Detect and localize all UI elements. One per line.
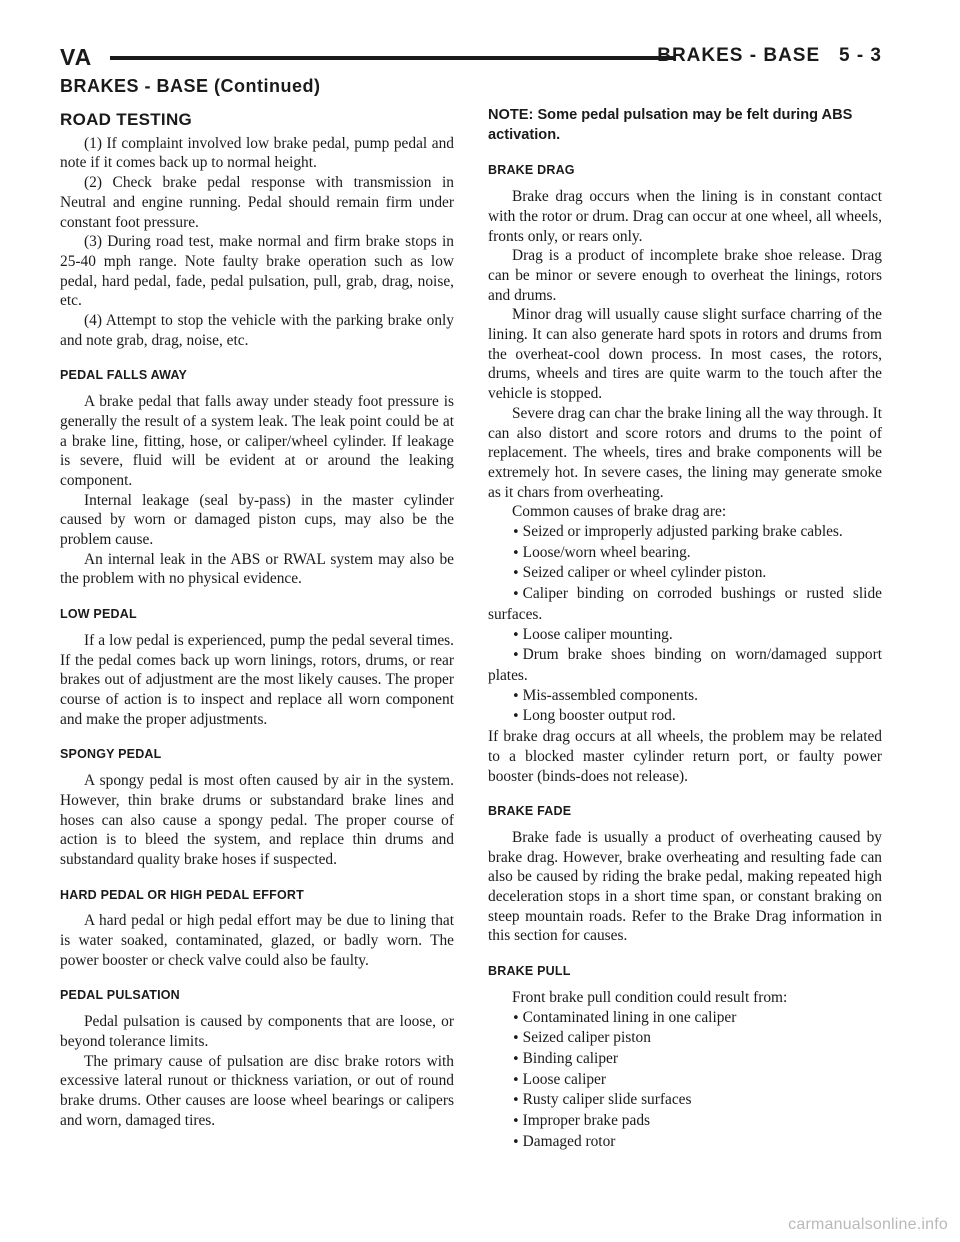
subheading-pedal-falls-away: PEDAL FALLS AWAY bbox=[60, 368, 188, 383]
paragraph: A hard pedal or high pedal effort may be due to lining that is water soaked, contaminated, glazed, or badly worn. The power booster or check valve could also be faulty. bbox=[60, 912, 454, 969]
list-item: • Caliper binding on corroded bushings or rusted slide surfaces. bbox=[488, 585, 882, 623]
subheading-hard-pedal: HARD PEDAL OR HIGH PEDAL EFFORT bbox=[60, 887, 304, 902]
paragraph: Brake drag occurs when the lining is in constant contact with the rotor or drum. Drag can occur at one wheel, all wheels, fronts only, or rears only. bbox=[488, 188, 882, 245]
bullet-icon: • bbox=[512, 587, 520, 603]
header-rule bbox=[110, 56, 674, 60]
bullet-icon: • bbox=[512, 566, 520, 582]
bullet-icon: • bbox=[512, 648, 520, 664]
paragraph: (4) Attempt to stop the vehicle with the parking brake only and note grab, drag, noise, etc. bbox=[60, 312, 454, 349]
paragraph: Front brake pull condition could result from: bbox=[512, 988, 788, 1006]
list-item: • Seized caliper or wheel cylinder piston. bbox=[512, 564, 767, 582]
paragraph: Brake fade is usually a product of overheating caused by brake drag. However, brake overheating and resulting fade can also be caused by riding the brake pedal, making repeated high deceleration stops in a short time span, or constant braking on steep mountain roads. Refer to the Brake Drag information in this section for causes. bbox=[488, 828, 882, 945]
list-item: • Seized or improperly adjusted parking brake cables. bbox=[512, 523, 843, 541]
bullet-icon: • bbox=[512, 627, 520, 643]
list-item: • Loose/worn wheel bearing. bbox=[512, 543, 691, 561]
list-item: • Binding caliper bbox=[512, 1049, 618, 1067]
list-item: • Mis-assembled components. bbox=[512, 686, 698, 704]
section-page-number: BRAKES - BASE 5 - 3 bbox=[657, 45, 882, 66]
brake-drag-causes-list bbox=[488, 522, 882, 727]
list-item: • Drum brake shoes binding on worn/damaged support plates. bbox=[488, 646, 882, 684]
bullet-icon: • bbox=[512, 525, 520, 541]
bullet-icon: • bbox=[512, 709, 520, 725]
right-column bbox=[488, 106, 882, 1152]
bullet-icon: • bbox=[512, 1093, 520, 1109]
paragraph: A brake pedal that falls away under steady foot pressure is generally the result of a system leak. The leak point could be at a brake line, fitting, hose, or caliper/wheel cylinder. If leakage is severe, fluid will be evident at or around the leaking component. bbox=[60, 393, 454, 489]
paragraph: Severe drag can char the brake lining all the way through. It can also distort and score rotors and drums to the point of replacement. The wheels, tires and brake components will be extremely hot. In severe cases, the lining may generate smoke as it chars from overheating. bbox=[488, 404, 882, 501]
paragraph: (1) If complaint involved low brake pedal, pump pedal and note if it comes back up to normal height. bbox=[60, 134, 454, 172]
list-item: • Loose caliper mounting. bbox=[512, 625, 673, 643]
list-item: • Rusty caliper slide surfaces bbox=[512, 1091, 692, 1109]
continued-heading: BRAKES - BASE (Continued) bbox=[60, 76, 321, 96]
paragraph: If brake drag occurs at all wheels, the problem may be related to a blocked master cylinder return port, or faulty power booster (binds-does not release). bbox=[488, 728, 882, 785]
vehicle-code: VA bbox=[60, 44, 93, 70]
paragraph: An internal leak in the ABS or RWAL system may also be the problem with no physical evidence. bbox=[60, 550, 454, 588]
paragraph: If a low pedal is experienced, pump the pedal several times. If the pedal comes back up worn linings, rotors, drums, or rear brakes out of adjustment are the most likely causes. The proper course of action is to inspect and replace all worn component and make the proper adjustments. bbox=[60, 631, 454, 728]
abs-note: NOTE: Some pedal pulsation may be felt during ABS activation. bbox=[488, 107, 853, 143]
watermark: carmanualsonline.info bbox=[788, 1216, 948, 1233]
running-header bbox=[60, 44, 882, 78]
paragraph: The primary cause of pulsation are disc brake rotors with excessive lateral runout or thickness variation, or out of round brake drums. Other causes are loose wheel bearings or calipers and worn, damaged tires. bbox=[60, 1052, 454, 1129]
section-title-road-testing: ROAD TESTING bbox=[60, 110, 193, 129]
subheading-brake-drag: BRAKE DRAG bbox=[488, 163, 575, 178]
subheading-spongy-pedal: SPONGY PEDAL bbox=[60, 747, 162, 762]
list-item: • Improper brake pads bbox=[512, 1112, 651, 1130]
brake-pull-causes-list bbox=[488, 1008, 882, 1153]
bullet-icon: • bbox=[512, 1072, 520, 1088]
subheading-low-pedal: LOW PEDAL bbox=[60, 607, 137, 622]
subheading-brake-fade: BRAKE FADE bbox=[488, 804, 572, 819]
list-item: • Damaged rotor bbox=[512, 1132, 616, 1150]
list-item: • Loose caliper bbox=[512, 1070, 606, 1088]
paragraph: (2) Check brake pedal response with transmission in Neutral and engine running. Pedal should remain firm under constant foot pressure. bbox=[60, 174, 454, 231]
bullet-icon: • bbox=[512, 1031, 520, 1047]
subheading-brake-pull: BRAKE PULL bbox=[488, 964, 571, 979]
paragraph: Pedal pulsation is caused by components that are loose, or beyond tolerance limits. bbox=[60, 1013, 454, 1050]
paragraph: Internal leakage (seal by-pass) in the master cylinder caused by worn or damaged piston cups, may also be the problem cause. bbox=[60, 491, 454, 549]
left-column bbox=[60, 106, 454, 1130]
bullet-icon: • bbox=[512, 545, 520, 561]
bullet-icon: • bbox=[512, 1051, 520, 1067]
paragraph: (3) During road test, make normal and firm brake stops in 25-40 mph range. Note faulty brake operation such as low pedal, hard pedal, fade, pedal pulsation, pull, grab, drag, noise, etc. bbox=[60, 233, 454, 310]
paragraph: A spongy pedal is most often caused by air in the system. However, thin brake drums or substandard brake lines and hoses can also cause a spongy pedal. The proper course of action is to bleed the system, and replace thin drums and substandard quality brake hoses if suspected. bbox=[60, 772, 454, 868]
paragraph: Minor drag will usually cause slight surface charring of the lining. It can also generate hard spots in rotors and drums from the overheat-cool down process. In most cases, the rotors, drums, wheels and tires are quite warm to the touch after the vehicle is stopped. bbox=[488, 306, 882, 403]
paragraph: Common causes of brake drag are: bbox=[512, 503, 727, 521]
subheading-pedal-pulsation: PEDAL PULSATION bbox=[60, 988, 180, 1003]
paragraph: Drag is a product of incomplete brake shoe release. Drag can be minor or severe enough to overheat the linings, rotors and drums. bbox=[488, 247, 882, 304]
bullet-icon: • bbox=[512, 1010, 520, 1026]
list-item: • Long booster output rod. bbox=[512, 707, 676, 725]
list-item: • Contaminated lining in one caliper bbox=[512, 1008, 737, 1026]
bullet-icon: • bbox=[512, 688, 520, 704]
list-item: • Seized caliper piston bbox=[512, 1029, 651, 1047]
bullet-icon: • bbox=[512, 1114, 520, 1130]
bullet-icon: • bbox=[512, 1134, 520, 1150]
